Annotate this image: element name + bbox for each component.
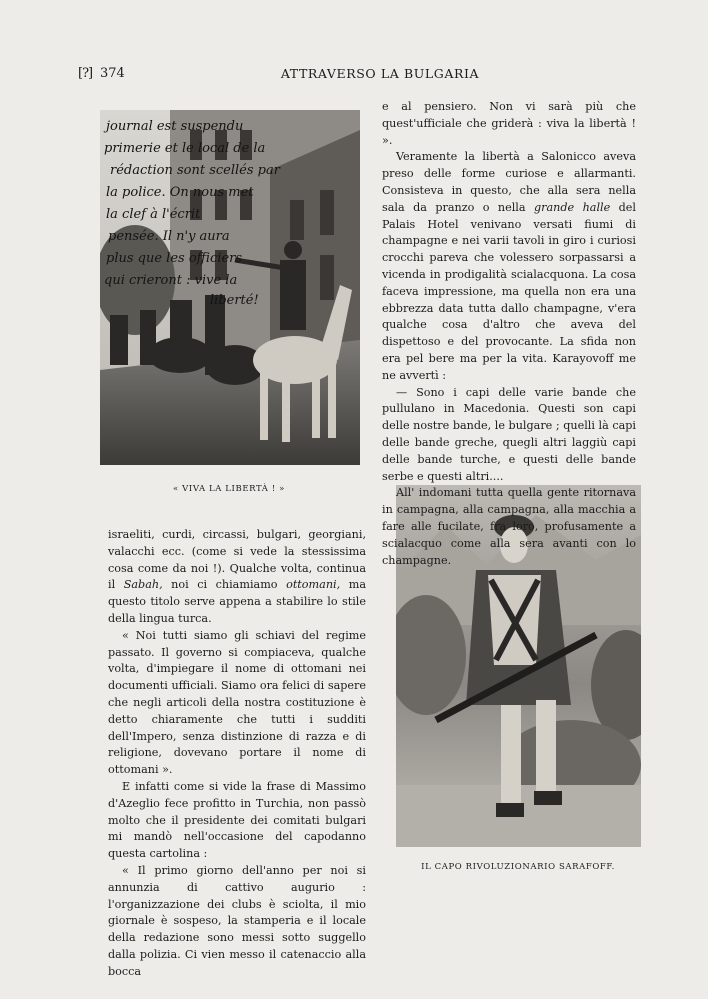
page-number: 374 (100, 66, 125, 81)
paragraph (108, 527, 366, 628)
text-run: ma questo titolo serve appena a stabilire lo stile della lingua turca. (108, 578, 366, 625)
handwriting-line: primerie et le local de la (104, 141, 266, 156)
handwriting-line: la clef à l'écrit (106, 207, 201, 222)
paragraph: e al pensiero. Non vi sarà più che quest'ufficiale che griderà : viva la libertà ! ». (382, 100, 636, 147)
header-ornament: [?] (78, 66, 93, 81)
paragraph (382, 149, 636, 384)
right-column-text (382, 99, 636, 569)
text-run: del Palais Hotel venivano versati fiumi di champagne e nei varii tavoli in giro i curiosi crocchi pareva che volessero sorpassarsi a vicenda in prodigalità scialacquona. La cosa faceva impressione, ma quella non era una ebbrezza data tutta dallo champagne, v'era qualche cosa d'altro che aveva del dispettoso e del provocante. La sfida non era pel bere ma per la vita. Karayovoff me ne avvertì : (382, 200, 636, 382)
photo-viva-la-liberta (100, 110, 360, 465)
handwriting-line: rédaction sont scellés par (110, 163, 280, 178)
handwriting-line: qui crieront : vive la (104, 273, 238, 288)
handwriting-line: pensée. Il n'y aura (108, 229, 230, 244)
text-run: israeliti, curdi, circassi, bulgari, georgiani, valacchi ecc. (come si vede la stessissima cosa come da noi !). Qualche volta, continua il (108, 528, 366, 592)
italic-text: ottomani, (286, 578, 341, 592)
italic-text: grande halle (533, 200, 611, 214)
paragraph: All' indomani tutta quella gente ritornava in campagna, alla campagna, alla macchia a fare alle fucilate, fra loro, profusamente a scialacquo come alla sera avanti con lo champagne. (382, 486, 636, 567)
cavalry-street-image (100, 110, 360, 465)
running-title: ATTRAVERSO LA BULGARIA (280, 66, 480, 81)
text-run: Veramente la libertà a Salonicco aveva preso delle forme curiose e allarmanti. Consisteva in questo, che alla sera nella sala da pranzo o nella (382, 150, 636, 214)
handwriting-line: la police. On nous met (106, 185, 254, 200)
paragraph: « Noi tutti siamo gli schiavi del regime passato. Il governo si compiaceva, qualche volta, d'impiegare il nome di ottomani nei documenti ufficiali. Siamo ora felici di sapere che negli articoli della nostra costituzione è detto chiaramente che tutti i sudditi dell'Impero, senza distinzione di razza e di religione, dovevano portare il nome di ottomani ». (108, 628, 366, 777)
left-column-text (108, 527, 366, 981)
handwriting-line: journal est suspendu (106, 119, 244, 134)
figure2-caption: IL CAPO RIVOLUZIONARIO SARAFOFF. (421, 862, 615, 872)
italic-text: Sabah, (123, 578, 163, 592)
figure1-caption: « VIVA LA LIBERTÀ ! » (173, 484, 285, 494)
paragraph: « Il primo giorno dell'anno per noi si annunzia di cattivo augurio : l'organizzazione dei clubs è sciolta, il mio giornale è sospeso, la stamperia e il locale della redazione sono messi sotto suggello dalla polizia. Ci vien messo il catenaccio alla bocca (108, 863, 366, 978)
paragraph: — Sono i capi delle varie bande che pullulano in Macedonia. Questi son capi delle nostre bande, le bulgare ; quelli là capi delle bande greche, quegli altri laggiù capi delle bande turche, e questi delle bande serbe e questi altri.... (382, 385, 636, 483)
paragraph: E infatti come si vide la frase di Massimo d'Azeglio fece profitto in Turchia, non passò molto che il presidente dei comitati bulgari mi mandò nell'occasione del capodanno questa cartolina : (108, 779, 366, 861)
handwriting-line: plus que les officiers (106, 251, 243, 266)
handwriting-line: liberté! (210, 293, 259, 308)
text-run: noi ci chiamiamo (162, 578, 287, 592)
